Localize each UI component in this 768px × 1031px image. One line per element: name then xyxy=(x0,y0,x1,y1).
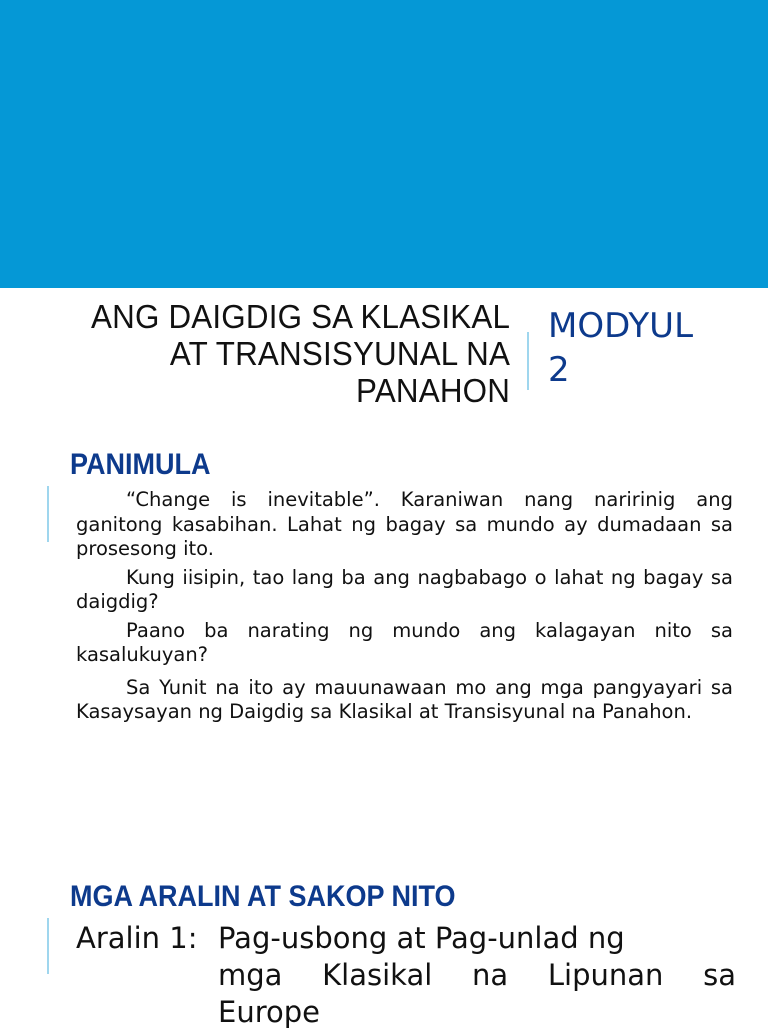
title-line: AT TRANSISYUNAL NA xyxy=(169,335,510,372)
list-item xyxy=(76,920,736,1031)
page-title xyxy=(91,298,510,409)
lessons-heading: MGA ARALIN AT SAKOP NITO xyxy=(70,880,456,913)
intro-divider xyxy=(47,486,49,542)
intro-body xyxy=(76,488,733,729)
lesson-title-line: mga Klasikal na Lipunan sa xyxy=(218,958,736,992)
lesson-title xyxy=(218,920,736,1031)
intro-paragraph: “Change is inevitable”. Karaniwan nang naririnig ang ganitong kasabihan. Lahat ng bagay sa mundo ay dumadaan sa prosesong ito. xyxy=(76,488,733,560)
lesson-list xyxy=(76,920,736,1031)
lessons-divider xyxy=(47,918,49,974)
intro-paragraph: Paano ba narating ng mundo ang kalagayan nito sa kasalukuyan? xyxy=(76,618,733,666)
module-label: MODYUL xyxy=(548,306,694,346)
intro-paragraph: Kung iisipin, tao lang ba ang nagbabago o lahat ng bagay sa daigdig? xyxy=(76,565,733,613)
lesson-label: Aralin 1: xyxy=(76,921,198,955)
title-line: PANAHON xyxy=(355,372,510,409)
header-banner xyxy=(0,0,768,288)
lesson-title-line: Europe xyxy=(218,995,320,1029)
intro-paragraph: Sa Yunit na ito ay mauunawaan mo ang mga pangyayari sa Kasaysayan ng Daigdig sa Klasikal at Transisyunal na Panahon. xyxy=(76,675,733,723)
title-line: ANG DAIGDIG SA KLASIKAL xyxy=(90,298,510,335)
lesson-title-line: Pag-usbong at Pag-unlad ng xyxy=(218,921,625,955)
module-number xyxy=(548,304,748,392)
intro-heading: PANIMULA xyxy=(70,448,211,481)
module-value: 2 xyxy=(548,350,570,390)
title-divider xyxy=(527,332,529,390)
